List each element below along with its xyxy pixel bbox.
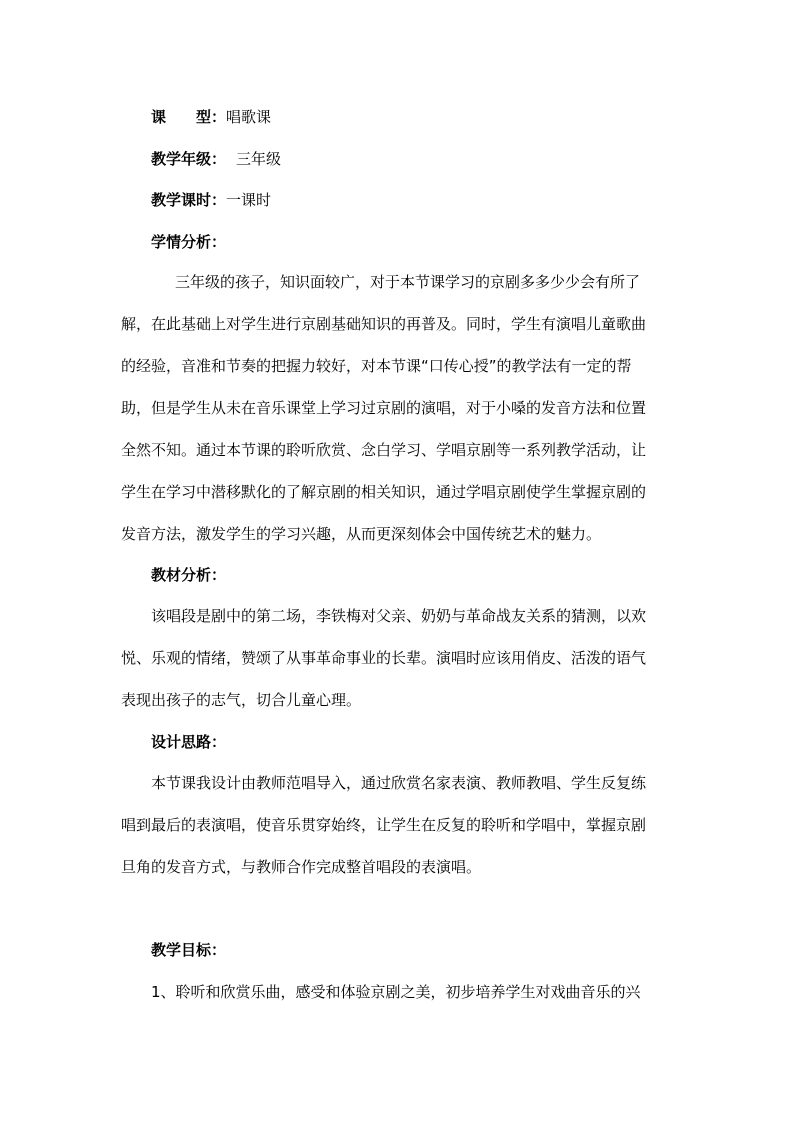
learning-analysis-line-2: 解，在此基础上对学生进行京剧基础知识的再普及。同时，学生有演唱儿童歌曲 — [121, 315, 647, 333]
grade-label: 教学年级： — [151, 150, 227, 168]
lesson-type-value: 唱歌课 — [226, 108, 272, 126]
goals-line-1: 1、聆听和欣赏乐曲，感受和体验京剧之美，初步培养学生对戏曲音乐的兴 — [151, 983, 641, 1001]
learning-analysis-line-7: 发音方法，激发学生的学习兴趣，从而更深刻体会中国传统艺术的魅力。 — [121, 525, 602, 543]
learning-analysis-line-3: 的经验，音准和节奏的把握力较好，对本节课“口传心授”的教学法有一定的帮 — [121, 357, 632, 375]
learning-analysis-line-4: 助，但是学生从未在音乐课堂上学习过京剧的演唱，对于小嗓的发音方法和位置 — [121, 399, 647, 417]
learning-analysis-line-1: 三年级的孩子，知识面较广，对于本节课学习的京剧多多少少会有所了 — [175, 273, 641, 291]
learning-analysis-line-5: 全然不知。通过本节课的聆听欣赏、念白学习、学唱京剧等一系列教学活动，让 — [121, 441, 647, 459]
grade-value: 三年级 — [236, 150, 282, 168]
design-heading: 设计思路： — [151, 733, 227, 751]
material-analysis-heading: 教材分析： — [151, 566, 227, 584]
material-analysis-line-2: 悦、乐观的情绪，赞颂了从事革命事业的长辈。演唱时应该用俏皮、活泼的语气 — [121, 649, 647, 667]
design-line-3: 旦角的发音方式，与教师合作完成整首唱段的表演唱。 — [121, 858, 482, 876]
goals-heading: 教学目标： — [151, 941, 227, 959]
learning-analysis-line-6: 学生在学习中潜移默化的了解京剧的相关知识，通过学唱京剧使学生掌握京剧的 — [121, 483, 647, 501]
grade-line — [151, 149, 711, 169]
design-line-2: 唱到最后的表演唱，使音乐贯穿始终，让学生在反复的聆听和学唱中，掌握京剧 — [121, 816, 647, 834]
design-line-1: 本节课我设计由教师范唱导入，通过欣赏名家表演、教师教唱、学生反复练 — [151, 774, 647, 792]
lesson-type-label-a: 课 — [151, 108, 167, 126]
lesson-type-label-b: 型： — [196, 108, 227, 126]
learning-analysis-heading: 学情分析： — [151, 233, 227, 251]
hours-label: 教学课时： — [151, 191, 227, 209]
lesson-type-line — [151, 107, 711, 127]
material-analysis-line-3: 表现出孩子的志气，切合儿童心理。 — [121, 691, 362, 709]
material-analysis-line-1: 该唱段是剧中的第二场，李铁梅对父亲、奶奶与革命战友关系的猜测，以欢 — [151, 607, 647, 625]
hours-value: 一课时 — [226, 191, 272, 209]
hours-line — [151, 190, 711, 210]
